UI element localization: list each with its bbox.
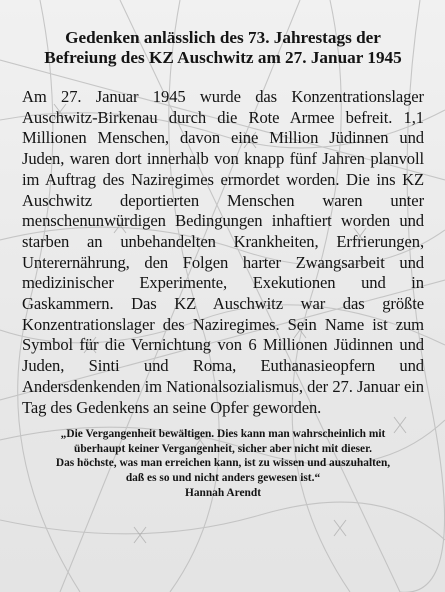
quote-block: [22, 427, 424, 500]
title-line-1: Gedenken anlässlich des 73. Jahrestags der: [65, 28, 381, 47]
title-line-2: Befreiung des KZ Auschwitz am 27. Januar 1945: [44, 48, 402, 67]
quote-line-1: „Die Vergangenheit bewältigen. Dies kann man wahrscheinlich mit: [60, 428, 386, 441]
document-content: [22, 28, 424, 500]
body-paragraph: Am 27. Januar 1945 wurde das Konzentrationslager Auschwitz-Birkenau durch die Rote Armee befreit. 1,1 Millionen Menschen, davon eine Million Jüdinnen und Juden, waren dort innerhalb von knapp fünf Jahren planvoll im Auftrag des Naziregimes ermordet worden. Die ins KZ Auschwitz deportierten Menschen waren unter menschenunwürdigen Bedingungen inhaftiert worden und starben an unbehandelten Krankheiten, Erfrierungen, Unterernährung, den Folgen harter Zwangsarbeit und medizinischer Experimente, Exekutionen und in Gaskammern. Das KZ Auschwitz war das größte Konzentrationslager des Naziregimes. Sein Name ist zum Symbol für die Vernichtung von 6 Millionen Jüdinnen und Juden, Sinti und Roma, Euthanasieopfern und Andersdenkenden im Nationalsozialismus, der 27. Januar ein Tag des Gedenkens an seine Opfer geworden.: [22, 87, 424, 417]
quote-line-2: überhaupt keiner Vergangenheit, sicher aber nicht mit dieser.: [74, 442, 372, 455]
quote-line-3: Das höchste, was man erreichen kann, ist zu wissen und auszuhalten,: [55, 457, 391, 470]
page-title: [22, 28, 424, 68]
quote-author: Hannah Arendt: [184, 486, 262, 499]
quote-line-4: daß es so und nicht anders gewesen ist.“: [125, 472, 321, 485]
